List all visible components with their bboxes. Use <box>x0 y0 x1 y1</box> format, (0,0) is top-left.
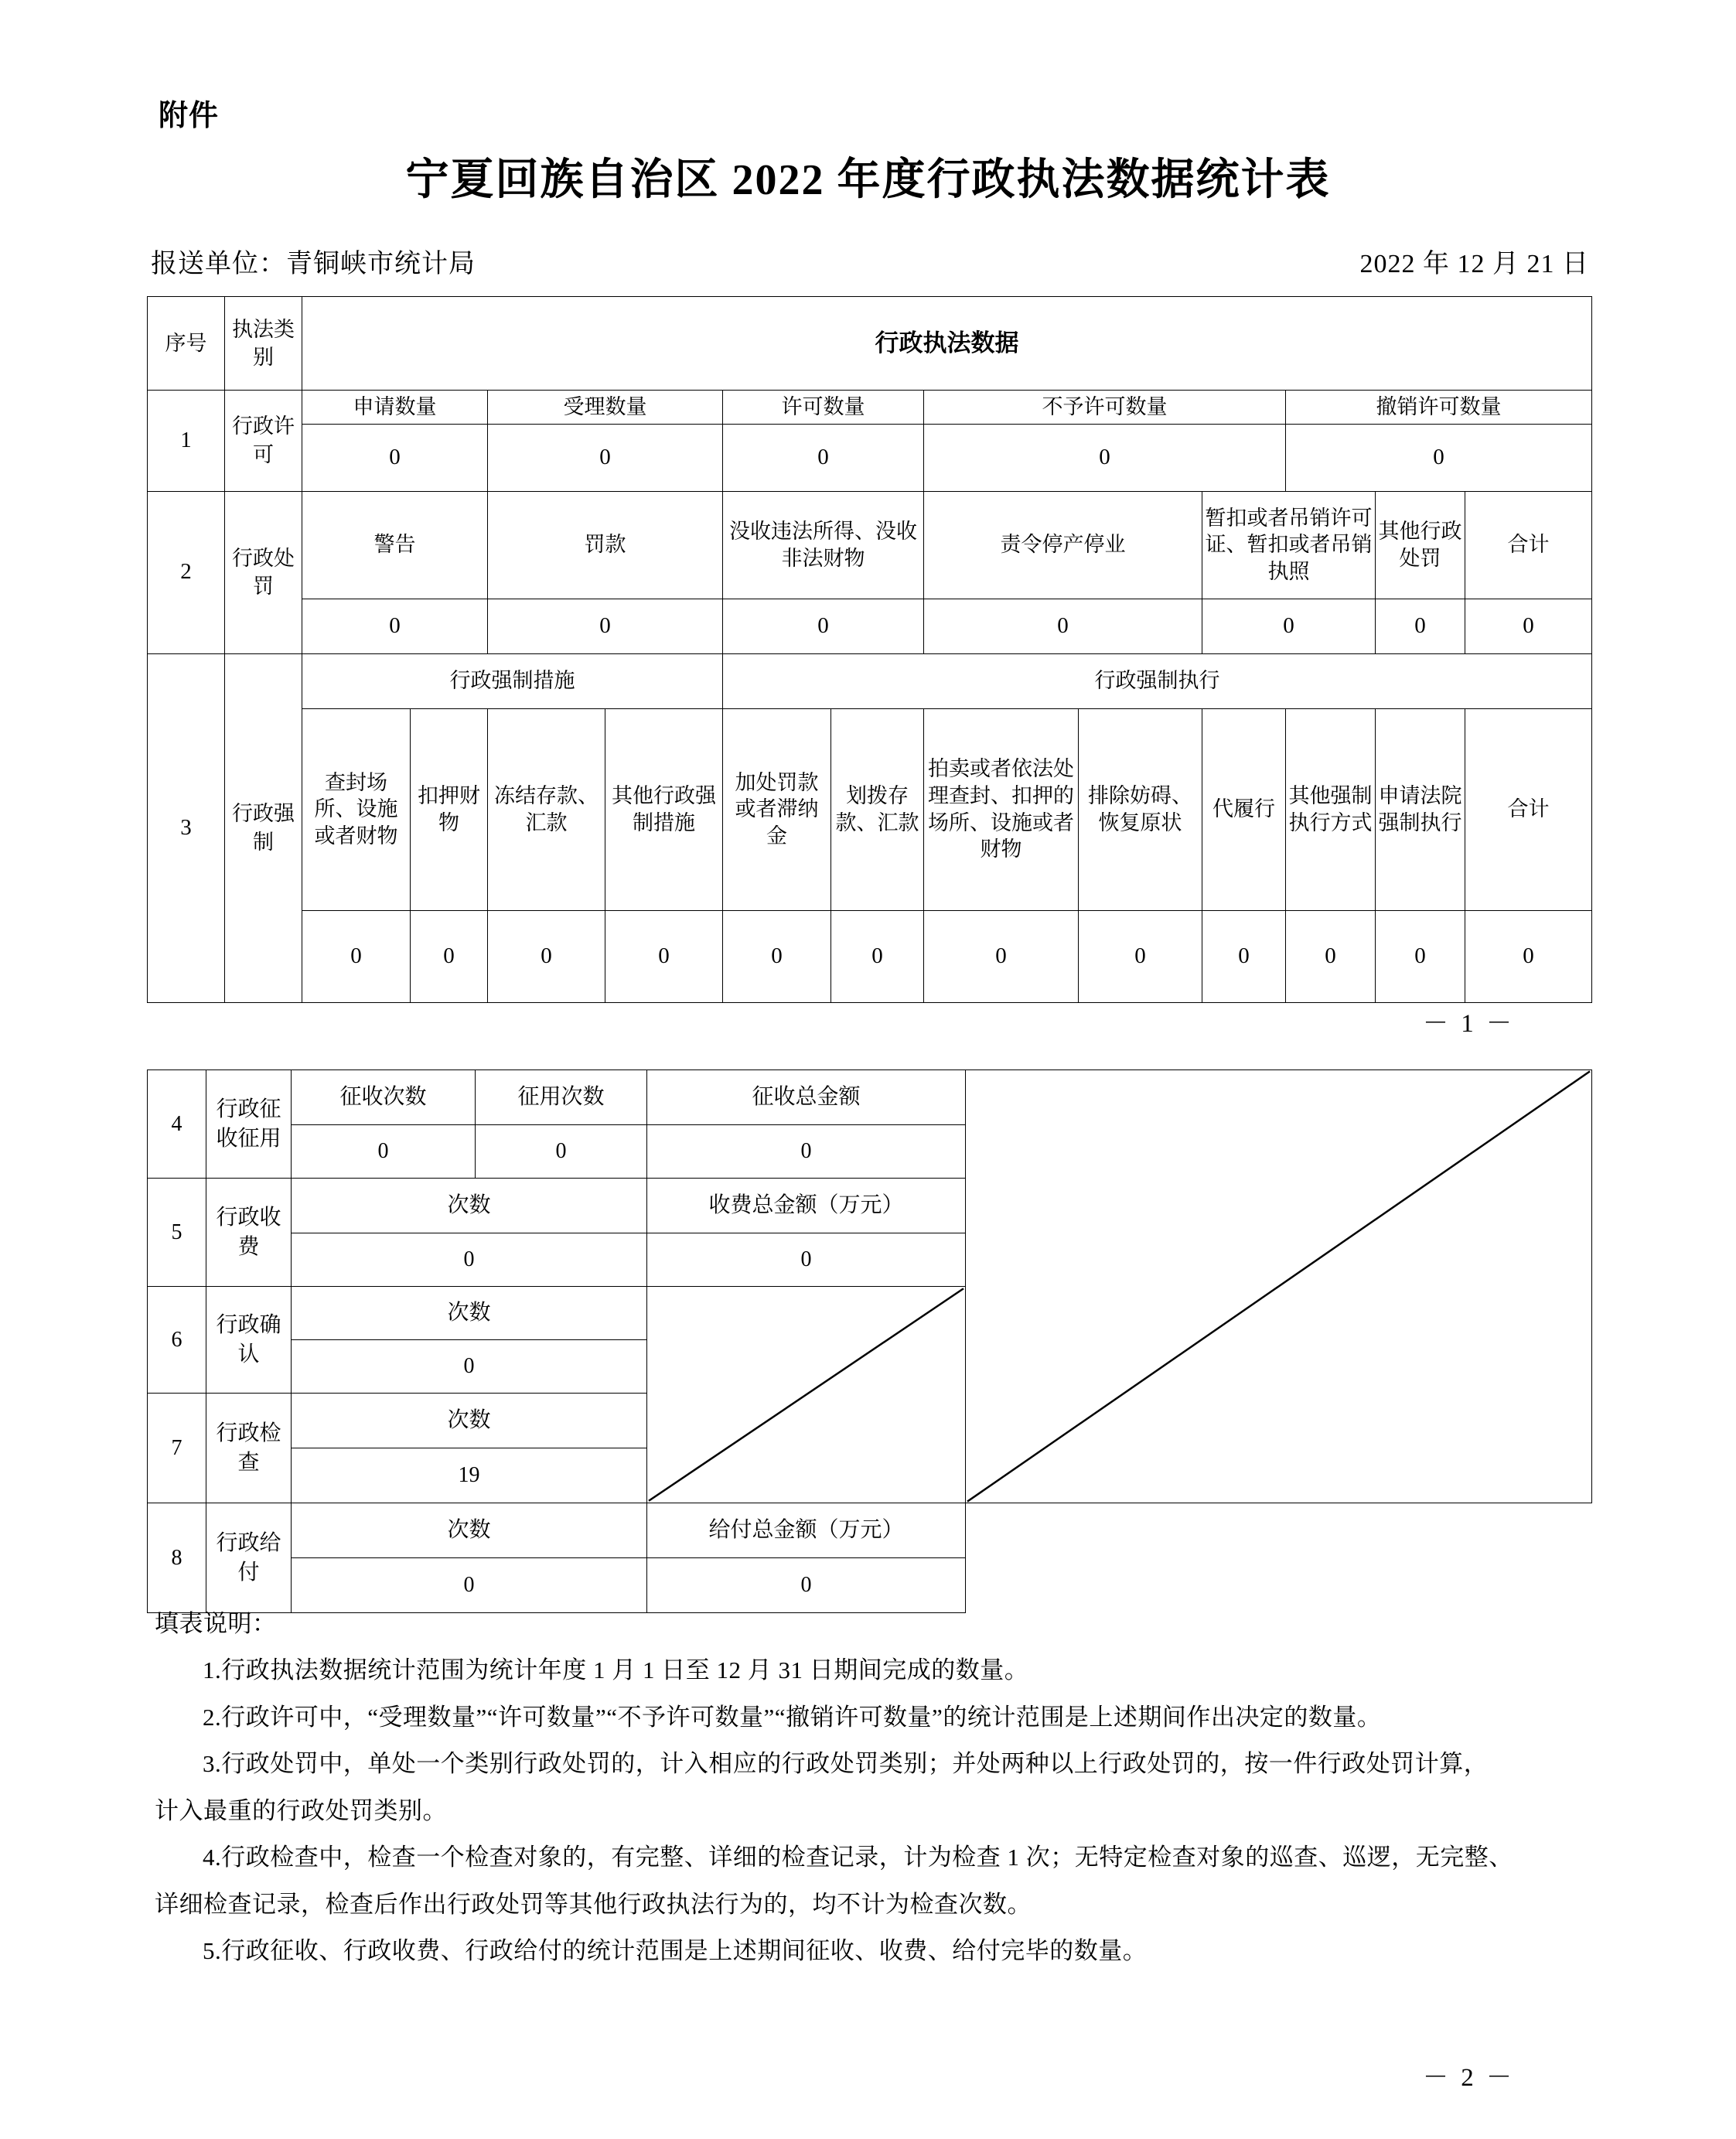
sub-header-other-penalty: 其他行政处罚 <box>1376 491 1465 599</box>
table-row-1-header <box>148 391 1592 425</box>
sub-header-substitute-performance: 代履行 <box>1202 708 1286 910</box>
cell-r1-c1: 0 <box>302 424 488 491</box>
enforcement-data-table <box>147 296 1592 1003</box>
cell-r1-c3: 0 <box>723 424 924 491</box>
table-row-3-header <box>148 708 1592 910</box>
row-category-8: 行政给付 <box>206 1503 292 1613</box>
sub-header-payment-count: 次数 <box>292 1503 647 1558</box>
row-seq-8: 8 <box>148 1503 206 1613</box>
row-seq-1: 1 <box>148 391 225 492</box>
sub-header-remove-obstruction: 排除妨碍、恢复原状 <box>1079 708 1202 910</box>
sub-header-other-execution: 其他强制执行方式 <box>1286 708 1376 910</box>
cell-r2-c5: 0 <box>1202 599 1376 653</box>
sub-header-apply-count: 申请数量 <box>302 391 488 425</box>
cell-r3-c4: 0 <box>605 910 723 1002</box>
sub-header-additional-fine: 加处罚款或者滞纳金 <box>723 708 831 910</box>
sub-header-penalty-total: 合计 <box>1465 491 1592 599</box>
table-row-1-values <box>148 424 1592 491</box>
sub-header-seal-premises: 查封场所、设施或者财物 <box>302 708 411 910</box>
sub-header-charge-count: 次数 <box>292 1179 647 1233</box>
instruction-item-3-cont: 计入最重的行政处罚类别。 <box>155 1796 447 1824</box>
table-header-row <box>148 297 1592 391</box>
sub-header-revoked-count: 撤销许可数量 <box>1286 391 1592 425</box>
sub-header-charge-total-amount: 收费总金额（万元） <box>647 1179 966 1233</box>
sub-header-license-suspension: 暂扣或者吊销许可证、暂扣或者吊销执照 <box>1202 491 1376 599</box>
cell-r1-c4: 0 <box>924 424 1286 491</box>
row-seq-6: 6 <box>148 1287 206 1394</box>
group-header-compulsory-execution: 行政强制执行 <box>723 653 1592 708</box>
attachment-label: 附件 <box>159 100 220 132</box>
page-title: 宁夏回族自治区 2022 年度行政执法数据统计表 <box>405 156 1331 204</box>
table-row-2-header <box>148 491 1592 599</box>
cell-r6-c1: 0 <box>292 1340 647 1394</box>
cell-r3-c11: 0 <box>1376 910 1465 1002</box>
col-header-category: 执法类别 <box>225 297 302 391</box>
cell-r4-c1: 0 <box>292 1125 476 1179</box>
sub-header-auction-disposal: 拍卖或者依法处理查封、扣押的场所、设施或者财物 <box>924 708 1079 910</box>
instruction-item-1: 1.行政执法数据统计范围为统计年度 1 月 1 日至 12 月 31 日期间完成的数量。 <box>203 1656 1029 1684</box>
sub-header-warning: 警告 <box>302 491 488 599</box>
cell-r4-c3: 0 <box>647 1125 966 1179</box>
enforcement-data-table-continued <box>147 1070 1592 1613</box>
table-row-2-values <box>148 599 1592 653</box>
document-meta <box>151 242 1597 280</box>
row-category-2: 行政处罚 <box>225 491 302 653</box>
row-seq-4: 4 <box>148 1070 206 1179</box>
row-category-3: 行政强制 <box>225 653 302 1002</box>
cell-r3-c3: 0 <box>488 910 605 1002</box>
col-header-enforcement-data: 行政执法数据 <box>302 297 1592 391</box>
cell-r3-c7: 0 <box>924 910 1079 1002</box>
sub-header-levy-count: 征收次数 <box>292 1070 476 1125</box>
row-category-7: 行政检查 <box>206 1394 292 1503</box>
cell-r2-c2: 0 <box>488 599 723 653</box>
group-header-compulsory-measures: 行政强制措施 <box>302 653 723 708</box>
cell-r8-c1: 0 <box>292 1558 647 1613</box>
cell-r1-c5: 0 <box>1286 424 1592 491</box>
sub-header-inspection-count: 次数 <box>292 1394 647 1448</box>
sub-header-requisition-count: 征用次数 <box>476 1070 647 1125</box>
page-number-2: － 2 － <box>1423 2064 1515 2092</box>
page-number-1: － 1 － <box>1423 1010 1515 1038</box>
cell-r2-c1: 0 <box>302 599 488 653</box>
diagonal-strike-small <box>647 1287 966 1503</box>
table-row-3-group-header <box>148 653 1592 708</box>
cell-r5-c1: 0 <box>292 1233 647 1287</box>
cell-r4-c2: 0 <box>476 1125 647 1179</box>
sub-header-suspend-production: 责令停产停业 <box>924 491 1202 599</box>
form-instructions <box>155 1601 1601 1975</box>
sub-header-seize-property: 扣押财物 <box>411 708 488 910</box>
row-seq-5: 5 <box>148 1179 206 1287</box>
cell-r2-c7: 0 <box>1465 599 1592 653</box>
cell-r7-c1: 19 <box>292 1448 647 1503</box>
sub-header-permitted-count: 许可数量 <box>723 391 924 425</box>
cell-r3-c12: 0 <box>1465 910 1592 1002</box>
cell-r2-c4: 0 <box>924 599 1202 653</box>
cell-r3-c10: 0 <box>1286 910 1376 1002</box>
row-category-1: 行政许可 <box>225 391 302 492</box>
cell-r2-c6: 0 <box>1376 599 1465 653</box>
instruction-item-4: 4.行政检查中，检查一个检查对象的，有完整、详细的检查记录，计为检查 1 次；无特定检查对象的巡查、巡逻，无完整、 <box>203 1844 1513 1871</box>
sub-header-levy-total-amount: 征收总金额 <box>647 1070 966 1125</box>
report-date: 2022 年 12 月 21 日 <box>1359 250 1589 278</box>
table-row-4-header <box>148 1070 1592 1125</box>
sub-header-confiscation: 没收违法所得、没收非法财物 <box>723 491 924 599</box>
cell-r3-c9: 0 <box>1202 910 1286 1002</box>
sub-header-other-measures: 其他行政强制措施 <box>605 708 723 910</box>
table-row-3-values <box>148 910 1592 1002</box>
cell-r2-c3: 0 <box>723 599 924 653</box>
row-seq-2: 2 <box>148 491 225 653</box>
sub-header-fine: 罚款 <box>488 491 723 599</box>
cell-r3-c6: 0 <box>831 910 924 1002</box>
cell-r5-c2: 0 <box>647 1233 966 1287</box>
cell-r3-c5: 0 <box>723 910 831 1002</box>
sub-header-payment-total-amount: 给付总金额（万元） <box>647 1503 966 1558</box>
row-category-6: 行政确认 <box>206 1287 292 1394</box>
sub-header-compulsory-total: 合计 <box>1465 708 1592 910</box>
sub-header-denied-count: 不予许可数量 <box>924 391 1286 425</box>
sub-header-transfer-deposit: 划拨存款、汇款 <box>831 708 924 910</box>
instruction-item-4-cont: 详细检查记录，检查后作出行政处罚等其他行政执法行为的，均不计为检查次数。 <box>155 1890 1032 1918</box>
cell-r3-c8: 0 <box>1079 910 1202 1002</box>
cell-r3-c2: 0 <box>411 910 488 1002</box>
row-seq-7: 7 <box>148 1394 206 1503</box>
col-header-seq: 序号 <box>148 297 225 391</box>
cell-r8-c2: 0 <box>647 1558 966 1613</box>
instructions-title: 填表说明： <box>155 1610 277 1637</box>
instruction-item-3: 3.行政处罚中，单处一个类别行政处罚的，计入相应的行政处罚类别；并处两种以上行政处罚的，按一件行政处罚计算， <box>203 1750 1489 1778</box>
sub-header-court-execution: 申请法院强制执行 <box>1376 708 1465 910</box>
sub-header-confirm-count: 次数 <box>292 1287 647 1340</box>
submitting-unit: 报送单位：青铜峡市统计局 <box>151 250 476 278</box>
cell-r1-c2: 0 <box>488 424 723 491</box>
sub-header-freeze-deposit: 冻结存款、汇款 <box>488 708 605 910</box>
diagonal-strike-large <box>966 1070 1592 1503</box>
sub-header-accepted-count: 受理数量 <box>488 391 723 425</box>
row-category-5: 行政收费 <box>206 1179 292 1287</box>
row-seq-3: 3 <box>148 653 225 1002</box>
instruction-item-5: 5.行政征收、行政收费、行政给付的统计范围是上述期间征收、收费、给付完毕的数量。 <box>203 1937 1148 1965</box>
instruction-item-2: 2.行政许可中，“受理数量”“许可数量”“不予许可数量”“撤销许可数量”的统计范围是上述期间作出决定的数量。 <box>203 1703 1382 1731</box>
row-category-4: 行政征收征用 <box>206 1070 292 1179</box>
cell-r3-c1: 0 <box>302 910 411 1002</box>
table-row-8-header <box>148 1503 1592 1558</box>
